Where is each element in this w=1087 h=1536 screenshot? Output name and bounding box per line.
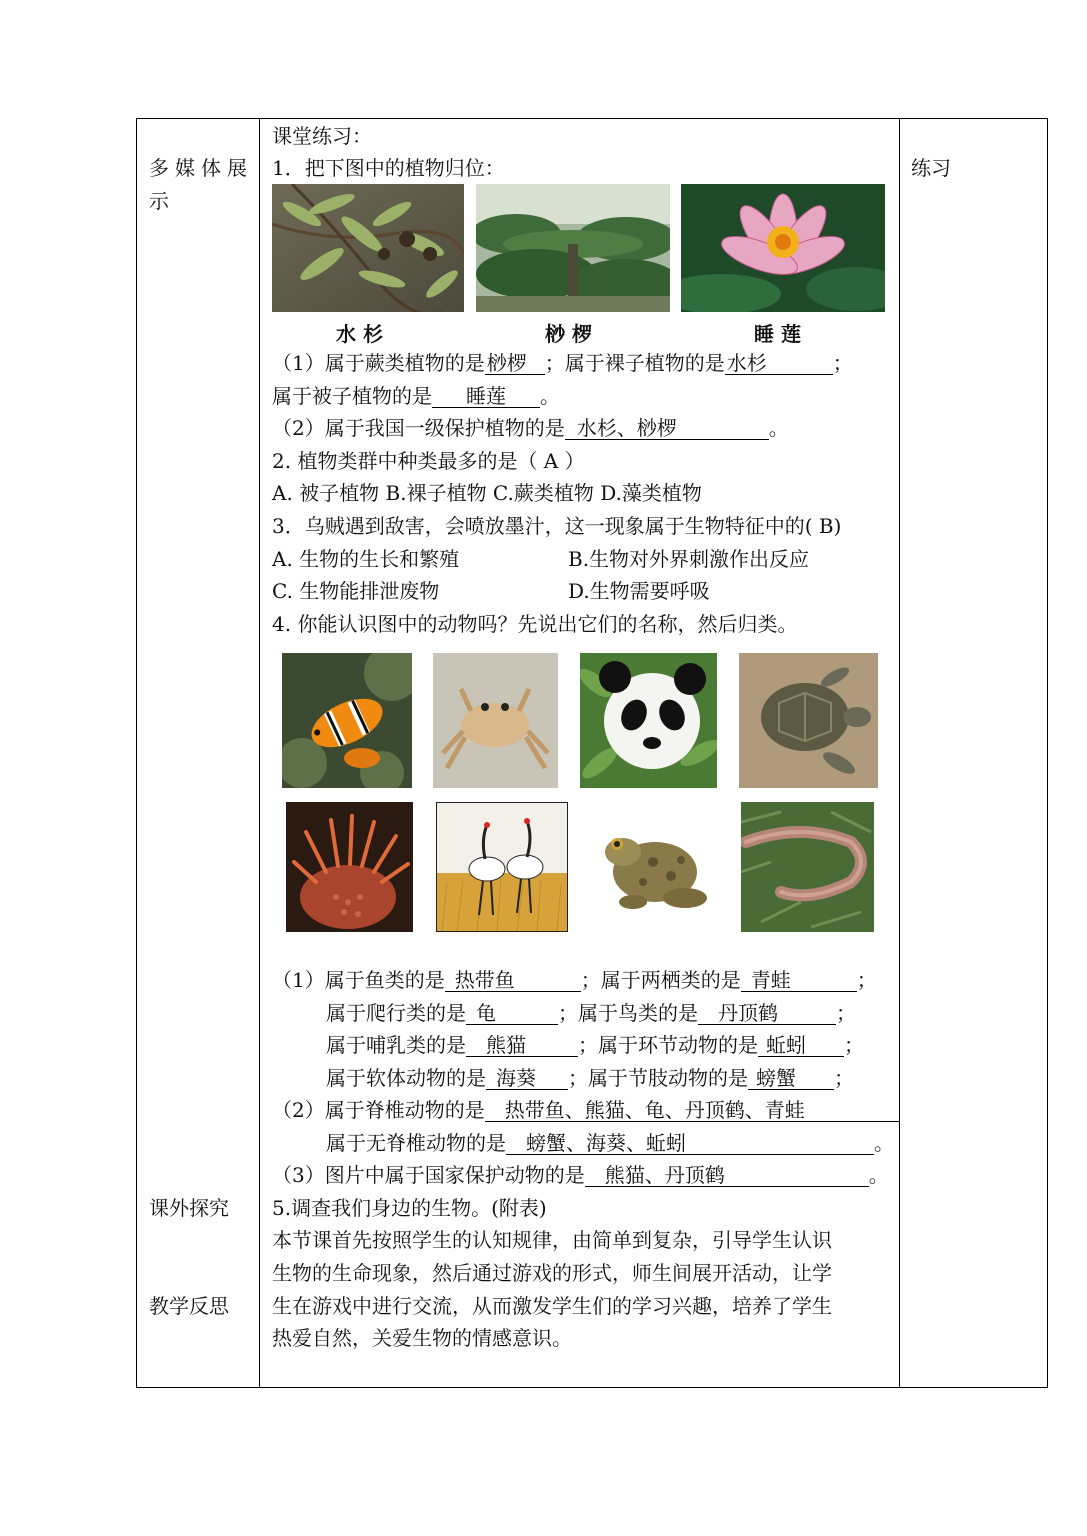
answer-arthropod: 螃蟹 (748, 1067, 834, 1090)
reflection-line-1: 本节课首先按照学生的认知规律，由简单到复杂，引导学生认识 (272, 1228, 832, 1252)
answer-gymnosperm: 水杉 (725, 352, 833, 375)
caption-water-lily: 睡 莲 (754, 322, 801, 346)
q4-stem: 4. 你能认识图中的动物吗？先说出它们的名称，然后归类。 (272, 612, 798, 636)
q2-stem: 2. 植物类群中种类最多的是（ A ） (272, 449, 585, 473)
column-divider-left (259, 118, 260, 1388)
caption-tree-fern: 桫 椤 (545, 322, 592, 346)
photo-red-crowned-crane (436, 802, 568, 932)
answer-vertebrates: 热带鱼、熊猫、龟、丹顶鹤、青蛙 (485, 1099, 899, 1122)
answer-fish: 热带鱼 (445, 969, 581, 992)
answer-angiosperm: 睡莲 (432, 385, 540, 408)
q1-title: 1．把下图中的植物归位： (272, 156, 505, 180)
divider-cell-edge (852, 1121, 898, 1122)
answer-invertebrates: 螃蟹、海葵、蚯蚓 (506, 1132, 874, 1155)
q3-option-b: B.生物对外界刺激作出反应 (568, 547, 810, 571)
q4-line-2: 属于爬行类的是 龟 ；属于鸟类的是 丹顶鹤 ； (326, 1001, 856, 1025)
q1-line-3: （2）属于我国一级保护植物的是 水杉、桫椤 。 (272, 416, 789, 440)
photo-panda (580, 653, 717, 788)
q1-line-2: 属于被子植物的是 睡莲 。 (272, 384, 560, 408)
q3-option-c: C. 生物能排泄废物 (272, 579, 440, 603)
photo-crab (433, 653, 558, 788)
answer-fern: 桫椤 (485, 352, 545, 375)
label-reflection: 教学反思 (149, 1294, 229, 1318)
photo-earthworm (741, 802, 874, 932)
answer-bird: 丹顶鹤 (698, 1002, 836, 1025)
column-divider-right (899, 118, 900, 1388)
label-practice: 练习 (911, 156, 951, 180)
photo-sea-anemone (286, 802, 413, 932)
q1-line-1: （1）属于蕨类植物的是 桫椤 ；属于裸子植物的是 水杉 ； (272, 351, 853, 375)
q4-line-4: 属于软体动物的是 海葵 ；属于节肢动物的是 螃蟹 ； (326, 1066, 854, 1090)
answer-mammal: 熊猫 (466, 1034, 578, 1057)
q4-line-7: （3）图片中属于国家保护动物的是 熊猫、丹顶鹤 。 (272, 1163, 889, 1187)
q4-line-6: 属于无脊椎动物的是 螃蟹、海葵、蚯蚓 。 (326, 1131, 894, 1155)
q3-stem: 3．乌贼遇到敌害，会喷放墨汁，这一现象属于生物特征中的( B) (272, 514, 842, 538)
heading-class-practice: 课堂练习： (272, 124, 372, 148)
photo-clownfish (282, 653, 412, 788)
answer-mollusk: 海葵 (486, 1067, 568, 1090)
q4-line-3: 属于哺乳类的是 熊猫 ；属于环节动物的是 蚯蚓 ； (326, 1033, 864, 1057)
reflection-line-2: 生物的生命现象，然后通过游戏的形式，师生间展开活动，让学 (272, 1261, 832, 1285)
q2-options: A. 被子植物 B.裸子植物 C.蕨类植物 D.藻类植物 (272, 481, 702, 505)
label-explore: 课外探究 (149, 1196, 229, 1220)
answer-amphibian: 青蛙 (741, 969, 857, 992)
q4-line-5: （2）属于脊椎动物的是 热带鱼、熊猫、龟、丹顶鹤、青蛙 (272, 1098, 899, 1122)
q5-survey: 5.调查我们身边的生物。(附表) (272, 1196, 547, 1220)
q3-option-a: A. 生物的生长和繁殖 (272, 547, 460, 571)
q3-option-d: D.生物需要呼吸 (568, 579, 710, 603)
answer-annelid: 蚯蚓 (758, 1034, 844, 1057)
label-multimedia-line1: 多媒体展 (149, 156, 253, 180)
answer-reptile: 龟 (466, 1002, 558, 1025)
reflection-line-4: 热爱自然，关爱生物的情感意识。 (272, 1326, 572, 1350)
photo-tree-fern (476, 184, 670, 312)
answer-protected-plants: 水杉、桫椤 (565, 417, 769, 440)
photo-turtle (739, 653, 878, 788)
q4-line-1: （1）属于鱼类的是 热带鱼 ；属于两栖类的是 青蛙 ； (272, 968, 877, 992)
reflection-line-3: 生在游戏中进行交流，从而激发学生们的学习兴趣，培养了学生 (272, 1294, 832, 1318)
photo-frog (593, 810, 713, 925)
label-multimedia-line2: 示 (149, 189, 169, 213)
photo-dawn-redwood (272, 184, 464, 312)
answer-protected-animals: 熊猫、丹顶鹤 (585, 1164, 869, 1187)
photo-water-lily (681, 184, 885, 312)
caption-dawn-redwood: 水 杉 (336, 322, 383, 346)
